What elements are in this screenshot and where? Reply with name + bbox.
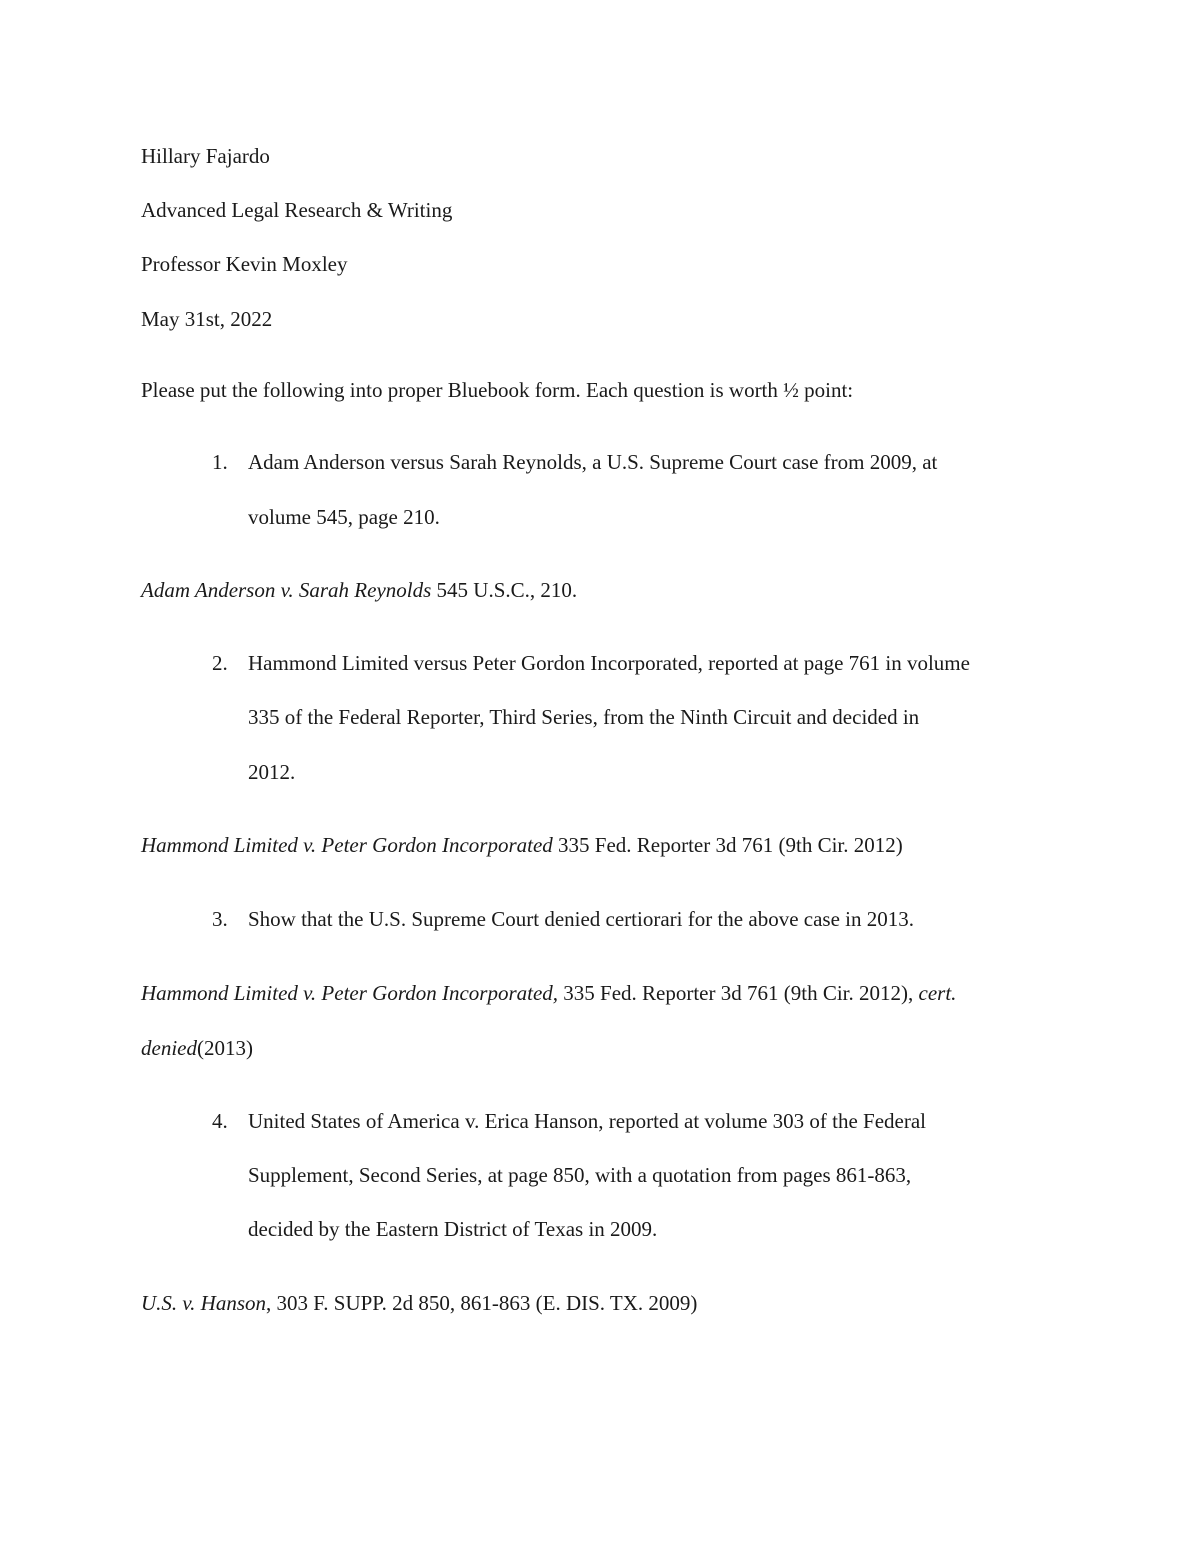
answer-3-line-1 (141, 983, 956, 1004)
instructions: Please put the following into proper Bluebook form. Each question is worth ½ point: (141, 378, 854, 402)
answer-1-case-name: Adam Anderson v. Sarah Reynolds (141, 578, 432, 602)
question-3-line-1: Show that the U.S. Supreme Court denied certiorari for the above case in 2013. (248, 907, 914, 931)
answer-3-citation: 335 Fed. Reporter 3d 761 (9th Cir. 2012), (558, 981, 919, 1005)
question-4-line-1: United States of America v. Erica Hanson, reported at volume 303 of the Federal (248, 1109, 927, 1133)
answer-1 (141, 580, 577, 601)
answer-3-line-2 (141, 1038, 253, 1059)
question-1-line-2: volume 545, page 210. (248, 505, 440, 529)
answer-1-citation: 545 U.S.C., 210. (431, 578, 578, 602)
question-4-number: 4. (212, 1109, 228, 1133)
answer-2-case-name: Hammond Limited v. Peter Gordon Incorporated (141, 833, 553, 857)
answer-3-signal: cert. (918, 981, 957, 1005)
question-2-line-2: 335 of the Federal Reporter, Third Series, from the Ninth Circuit and decided in (248, 705, 920, 729)
question-2-line-3: 2012. (248, 760, 296, 784)
answer-3-year: (2013) (196, 1036, 253, 1060)
question-1-number: 1. (212, 450, 228, 474)
answer-3-signal-cont: denied (141, 1036, 197, 1060)
question-4-line-2: Supplement, Second Series, at page 850, with a quotation from pages 861-863, (248, 1163, 912, 1187)
answer-3-case-name: Hammond Limited v. Peter Gordon Incorporated, (141, 981, 559, 1005)
answer-4-citation: , 303 F. SUPP. 2d 850, 861-863 (E. DIS. TX. 2009) (266, 1291, 698, 1315)
question-2-line-1: Hammond Limited versus Peter Gordon Incorporated, reported at page 761 in volume (248, 651, 970, 675)
student-name: Hillary Fajardo (141, 144, 270, 168)
question-3-number: 3. (212, 907, 228, 931)
professor-name: Professor Kevin Moxley (141, 252, 348, 276)
question-4-line-3: decided by the Eastern District of Texas in 2009. (248, 1217, 658, 1241)
document-date: May 31st, 2022 (141, 307, 273, 331)
answer-2-citation: 335 Fed. Reporter 3d 761 (9th Cir. 2012) (552, 833, 903, 857)
question-1-line-1: Adam Anderson versus Sarah Reynolds, a U.S. Supreme Court case from 2009, at (248, 450, 938, 474)
course-name: Advanced Legal Research & Writing (141, 198, 453, 222)
answer-4-case-name: U.S. v. Hanson (141, 1291, 267, 1315)
answer-2 (141, 835, 903, 856)
question-2-number: 2. (212, 651, 228, 675)
answer-4 (141, 1293, 697, 1314)
